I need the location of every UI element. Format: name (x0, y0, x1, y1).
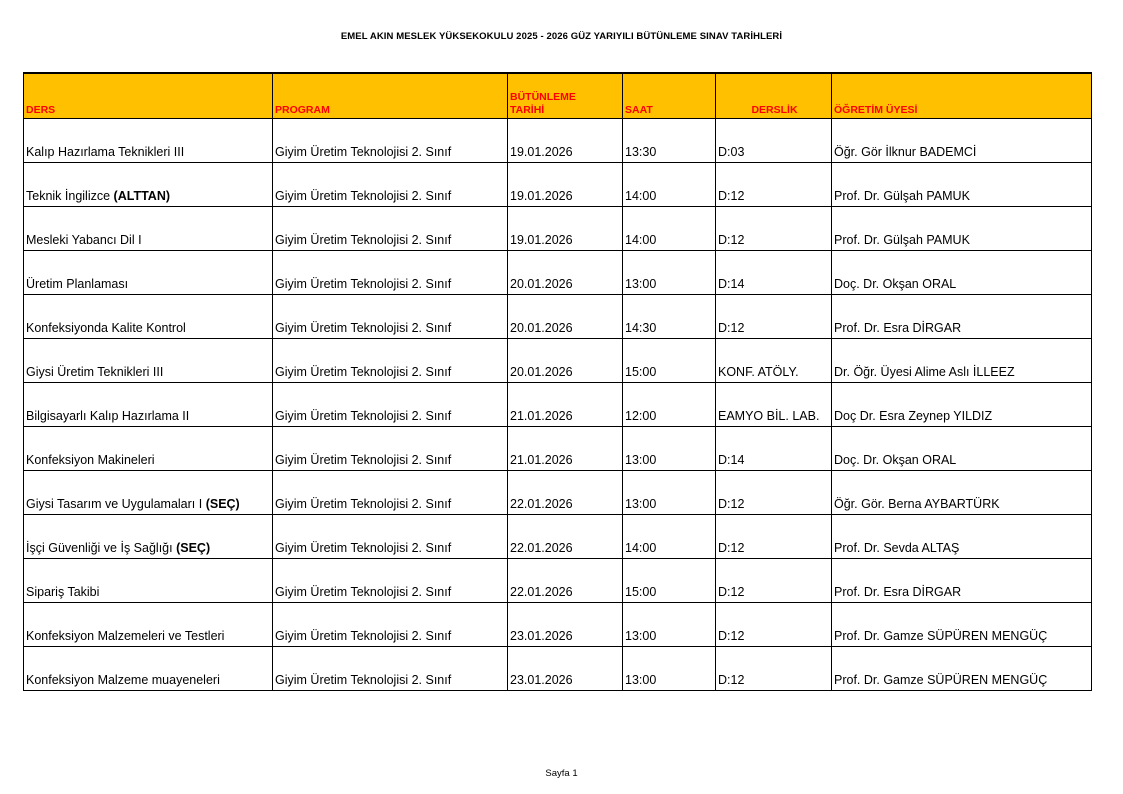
table-row (24, 514, 1092, 558)
cell-exam-date: 22.01.2026 (508, 470, 623, 514)
cell-exam-date: 19.01.2026 (508, 118, 623, 162)
cell-program: Giyim Üretim Teknolojisi 2. Sınıf (273, 382, 508, 426)
table-row (24, 338, 1092, 382)
cell-time: 15:00 (623, 558, 716, 602)
table-header-row (24, 73, 1092, 118)
cell-time: 12:00 (623, 382, 716, 426)
cell-program: Giyim Üretim Teknolojisi 2. Sınıf (273, 338, 508, 382)
cell-instructor: Prof. Dr. Esra DİRGAR (832, 558, 1092, 602)
column-header-instructor: ÖĞRETİM ÜYESİ (832, 73, 1092, 118)
cell-time: 13:00 (623, 470, 716, 514)
cell-instructor: Prof. Dr. Gamze SÜPÜREN MENGÜÇ (832, 646, 1092, 690)
cell-course (24, 294, 273, 338)
table-row (24, 382, 1092, 426)
cell-instructor: Prof. Dr. Esra DİRGAR (832, 294, 1092, 338)
cell-instructor: Doç. Dr. Okşan ORAL (832, 426, 1092, 470)
table-row (24, 470, 1092, 514)
cell-room: D:12 (716, 558, 832, 602)
cell-time: 13:00 (623, 250, 716, 294)
cell-instructor: Öğr. Gör İlknur BADEMCİ (832, 118, 1092, 162)
cell-exam-date: 20.01.2026 (508, 294, 623, 338)
column-header-exam-date (508, 73, 623, 118)
cell-program: Giyim Üretim Teknolojisi 2. Sınıf (273, 602, 508, 646)
cell-room: EAMYO BİL. LAB. (716, 382, 832, 426)
cell-program: Giyim Üretim Teknolojisi 2. Sınıf (273, 646, 508, 690)
cell-course (24, 514, 273, 558)
cell-instructor: Dr. Öğr. Üyesi Alime Aslı İLLEEZ (832, 338, 1092, 382)
cell-course (24, 338, 273, 382)
course-name: Bilgisayarlı Kalıp Hazırlama II (26, 408, 190, 423)
cell-room: D:12 (716, 646, 832, 690)
table-row (24, 294, 1092, 338)
cell-instructor: Prof. Dr. Gülşah PAMUK (832, 162, 1092, 206)
exam-schedule-table (23, 72, 1092, 691)
cell-exam-date: 22.01.2026 (508, 558, 623, 602)
cell-program: Giyim Üretim Teknolojisi 2. Sınıf (273, 206, 508, 250)
cell-exam-date: 20.01.2026 (508, 338, 623, 382)
cell-time: 13:00 (623, 426, 716, 470)
table-row (24, 250, 1092, 294)
course-name: Konfeksiyon Malzemeleri ve Testleri (26, 628, 225, 643)
table-row (24, 162, 1092, 206)
cell-course (24, 118, 273, 162)
cell-instructor: Prof. Dr. Gülşah PAMUK (832, 206, 1092, 250)
cell-room: D:14 (716, 426, 832, 470)
table-row (24, 646, 1092, 690)
cell-instructor: Prof. Dr. Sevda ALTAŞ (832, 514, 1092, 558)
column-header-time: SAAT (623, 73, 716, 118)
cell-time: 14:00 (623, 206, 716, 250)
course-name: Kalıp Hazırlama Teknikleri III (26, 144, 185, 159)
course-name: Teknik İngilizce (26, 188, 114, 203)
course-name: Konfeksiyon Makineleri (26, 452, 155, 467)
cell-program: Giyim Üretim Teknolojisi 2. Sınıf (273, 118, 508, 162)
page-number: Sayfa 1 (545, 768, 578, 779)
cell-exam-date: 23.01.2026 (508, 646, 623, 690)
cell-program: Giyim Üretim Teknolojisi 2. Sınıf (273, 558, 508, 602)
course-tag: (SEÇ) (205, 496, 240, 511)
course-name: Konfeksiyon Malzeme muayeneleri (26, 672, 220, 687)
cell-program: Giyim Üretim Teknolojisi 2. Sınıf (273, 470, 508, 514)
cell-course (24, 470, 273, 514)
column-header-program: PROGRAM (273, 73, 508, 118)
cell-room: D:12 (716, 470, 832, 514)
cell-instructor: Prof. Dr. Gamze SÜPÜREN MENGÜÇ (832, 602, 1092, 646)
course-name: Mesleki Yabancı Dil I (26, 232, 142, 247)
cell-program: Giyim Üretim Teknolojisi 2. Sınıf (273, 514, 508, 558)
cell-course (24, 206, 273, 250)
course-name: Üretim Planlaması (26, 276, 129, 291)
cell-room: KONF. ATÖLY. (716, 338, 832, 382)
cell-exam-date: 21.01.2026 (508, 382, 623, 426)
cell-course (24, 250, 273, 294)
column-header-exam-date-line2: TARİHİ (510, 103, 545, 116)
cell-course (24, 382, 273, 426)
cell-course (24, 162, 273, 206)
cell-time: 14:30 (623, 294, 716, 338)
table-row (24, 118, 1092, 162)
cell-instructor: Doç. Dr. Okşan ORAL (832, 250, 1092, 294)
cell-exam-date: 22.01.2026 (508, 514, 623, 558)
cell-course (24, 426, 273, 470)
cell-time: 15:00 (623, 338, 716, 382)
cell-room: D:03 (716, 118, 832, 162)
cell-exam-date: 21.01.2026 (508, 426, 623, 470)
cell-time: 14:00 (623, 162, 716, 206)
table-row (24, 206, 1092, 250)
page-title: EMEL AKIN MESLEK YÜKSEKOKULU 2025 - 2026 GÜZ YARIYILI BÜTÜNLEME SINAV TARİHLERİ (340, 31, 783, 42)
cell-program: Giyim Üretim Teknolojisi 2. Sınıf (273, 162, 508, 206)
cell-program: Giyim Üretim Teknolojisi 2. Sınıf (273, 294, 508, 338)
table-row (24, 426, 1092, 470)
cell-exam-date: 19.01.2026 (508, 162, 623, 206)
course-name: İşçi Güvenliği ve İş Sağlığı (26, 540, 177, 555)
cell-room: D:14 (716, 250, 832, 294)
column-header-room: DERSLİK (716, 73, 832, 118)
cell-program: Giyim Üretim Teknolojisi 2. Sınıf (273, 426, 508, 470)
course-tag: (ALTTAN) (113, 188, 171, 203)
column-header-course: DERS (24, 73, 273, 118)
course-name: Giysi Tasarım ve Uygulamaları I (26, 496, 206, 511)
cell-program: Giyim Üretim Teknolojisi 2. Sınıf (273, 250, 508, 294)
cell-time: 14:00 (623, 514, 716, 558)
cell-time: 13:30 (623, 118, 716, 162)
cell-room: D:12 (716, 294, 832, 338)
cell-exam-date: 23.01.2026 (508, 602, 623, 646)
cell-exam-date: 19.01.2026 (508, 206, 623, 250)
column-header-exam-date-line1: BÜTÜNLEME (510, 90, 576, 103)
cell-instructor: Doç Dr. Esra Zeynep YILDIZ (832, 382, 1092, 426)
table-row (24, 558, 1092, 602)
cell-instructor: Öğr. Gör. Berna AYBARTÜRK (832, 470, 1092, 514)
cell-exam-date: 20.01.2026 (508, 250, 623, 294)
course-tag: (SEÇ) (176, 540, 211, 555)
cell-course (24, 558, 273, 602)
cell-room: D:12 (716, 514, 832, 558)
cell-course (24, 602, 273, 646)
course-name: Konfeksiyonda Kalite Kontrol (26, 320, 186, 335)
table-row (24, 602, 1092, 646)
cell-time: 13:00 (623, 602, 716, 646)
cell-room: D:12 (716, 602, 832, 646)
cell-room: D:12 (716, 206, 832, 250)
cell-time: 13:00 (623, 646, 716, 690)
course-name: Giysi Üretim Teknikleri III (26, 364, 164, 379)
cell-room: D:12 (716, 162, 832, 206)
cell-course (24, 646, 273, 690)
course-name: Sipariş Takibi (26, 584, 100, 599)
